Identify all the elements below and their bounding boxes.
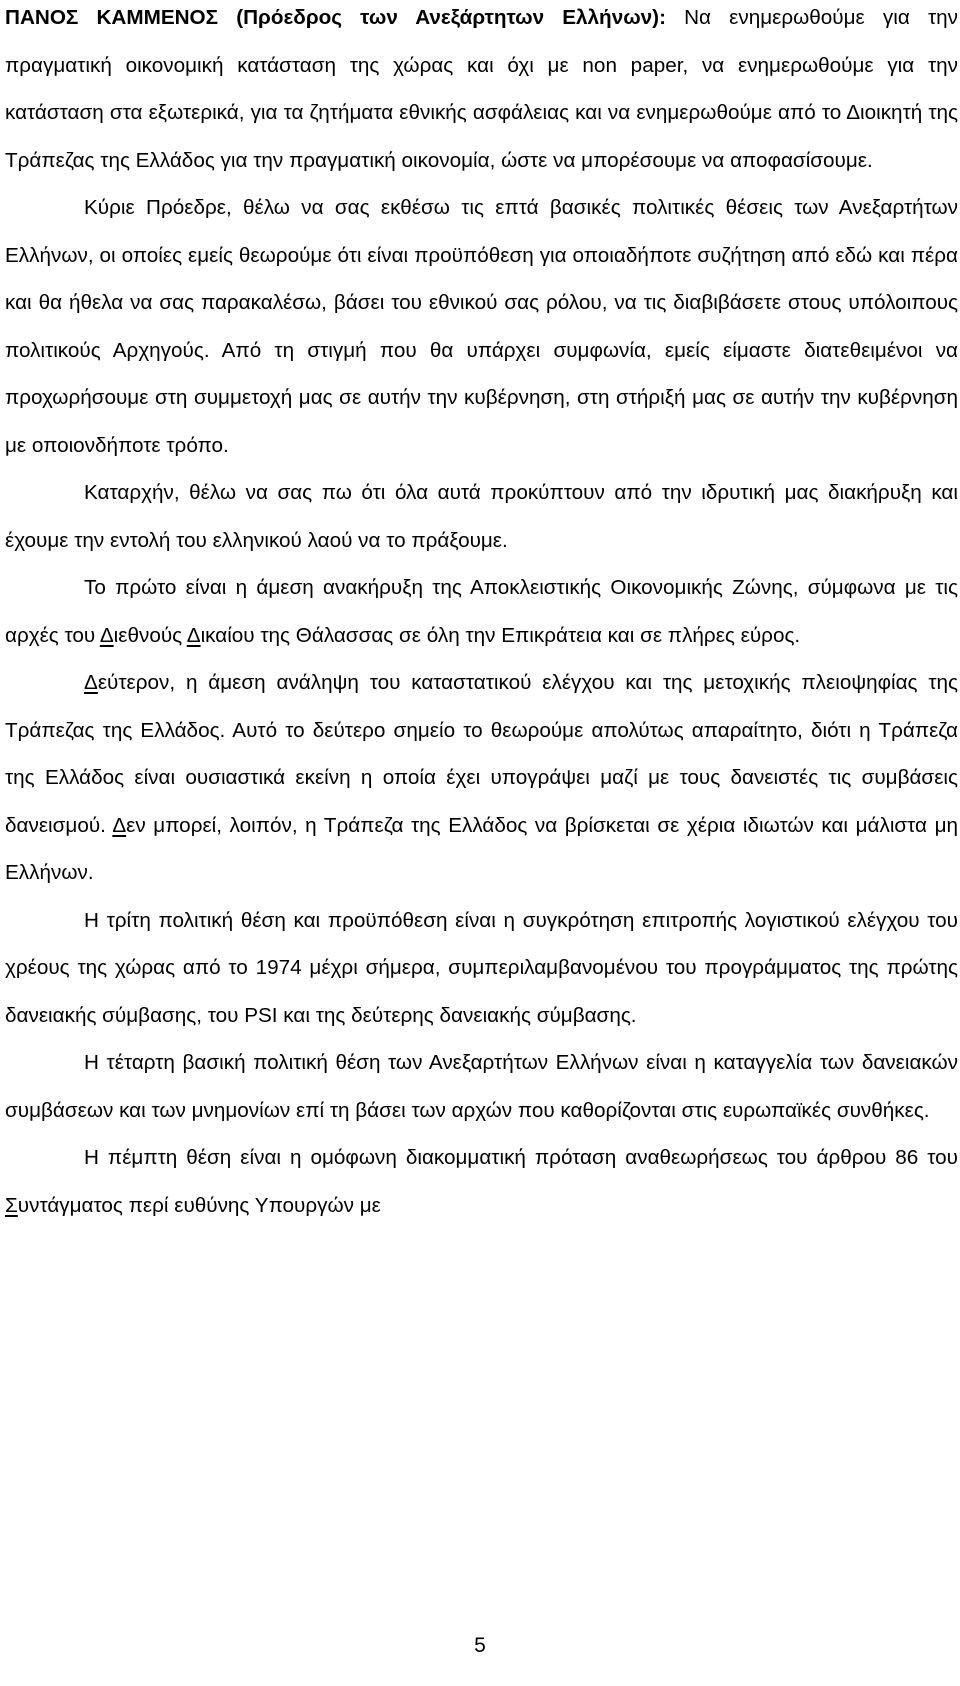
paragraph-text: υντάγματος περί ευθύνης Υπουργών με [17, 1193, 381, 1217]
paragraph-text: εν μπορεί, λοιπόν, η Τράπεζα της Ελλάδος να βρίσκεται σε χέρια ιδιωτών και μάλιστα μη Ελλήνων. [5, 813, 959, 884]
paragraph-text: Η τρίτη πολιτική θέση και προϋπόθεση είναι η συγκρότηση επιτροπής λογιστικού ελέγχου του χρέους της χώρας από το 1974 μέχρι σήμερα, συμπεριλαμβανομένου του προγράμματος της πρώτης δανειακής σύμβασης, του PSI και της δεύτερης δανειακής σύμβασης. [5, 908, 958, 1027]
speaker-name: ΠΑΝΟΣ ΚΑΜΜΕΝΟΣ (Πρόεδρος των Ανεξάρτητων Ελλήνων): [5, 6, 666, 29]
underlined-letter: Δ [99, 623, 114, 647]
paragraph-founding-declaration [5, 469, 958, 564]
paragraph-first-position [5, 564, 958, 659]
paragraph-text: Η πέμπτη θέση είναι η ομόφωνη διακομματική πρόταση αναθεωρήσεως του άρθρου 86 του [84, 1146, 958, 1169]
paragraph-text: ιεθνούς [113, 623, 187, 647]
underlined-letter: Δ [84, 671, 98, 694]
paragraph-text: Το πρώτο είναι η άμεση ανακήρυξη της Αποκλειστικής Οικονομικής Ζώνης, σύμφωνα με τις αρχές του [5, 576, 958, 647]
paragraph-fourth-position [5, 1039, 958, 1134]
paragraph-text: Καταρχήν, θέλω να σας πω ότι όλα αυτά προκύπτουν από την ιδρυτική μας διακήρυξη και έχουμε την εντολή του ελληνικού λαού να το πράξουμε. [5, 481, 958, 552]
underlined-letter: Δ [186, 623, 201, 647]
document-page [5, 0, 958, 1229]
paragraph-text: ικαίου της Θάλασσας σε όλη την Επικράτεια και σε πλήρες εύρος. [200, 623, 801, 647]
paragraph-seven-positions [5, 184, 958, 469]
paragraph-text: Να ενημερωθούμε για την πραγματική οικονομική κατάσταση της χώρας και όχι με non paper, να ενημερωθούμε για την κατάσταση στα εξωτερικά, για τα ζητήματα εθνικής ασφάλειας και να ενημερωθούμε από το Διοικητή της Τράπεζας της Ελλάδος για την πραγματική οικονομία, ώστε να μπορέσουμε να αποφασίσουμε. [5, 6, 958, 172]
underlined-letter: Σ [5, 1193, 18, 1217]
paragraph-text: εύτερον, η άμεση ανάληψη του καταστατικού ελέγχου και της μετοχικής πλειοψηφίας της Τράπεζας της Ελλάδος. Αυτό το δεύτερο σημείο το θεωρούμε απολύτως απαραίτητο, διότι η Τράπεζα της Ελλάδος είναι ουσιαστικά εκείνη η οποία έχει υπογράψει μαζί με τους δανειστές τις συμβάσεις δανεισμού. [5, 671, 958, 837]
paragraph-second-position [5, 659, 958, 897]
paragraph-third-position [5, 897, 958, 1040]
page-number: 5 [474, 1634, 486, 1657]
paragraph-fifth-position [5, 1134, 958, 1229]
paragraph-text: Η τέταρτη βασική πολιτική θέση των Ανεξαρτήτων Ελλήνων είναι η καταγγελία των δανειακών συμβάσεων και των μνημονίων επί τη βάσει των αρχών που καθορίζονται στις ευρωπαϊκές συνθήκες. [5, 1051, 958, 1122]
paragraph-text: Κύριε Πρόεδρε, θέλω να σας εκθέσω τις επτά βασικές πολιτικές θέσεις των Ανεξαρτήτων Ελλήνων, οι οποίες εμείς θεωρούμε ότι είναι προϋπόθεση για οποιαδήποτε συζήτηση από εδώ και πέρα και θα ήθελα να σας παρακαλέσω, βάσει του εθνικού σας ρόλου, να τις διαβιβάσετε στους υπόλοιπους πολιτικούς Αρχηγούς. Από τη στιγμή που θα υπάρχει συμφωνία, εμείς είμαστε διατεθειμένοι να προχωρήσουμε στη συμμετοχή μας σε αυτήν την κυβέρνηση, στη στήριξή μας σε αυτήν την κυβέρνηση με οποιονδήποτε τρόπο. [5, 196, 958, 457]
underlined-letter: Δ [112, 813, 127, 837]
paragraph-speaker-intro [5, 0, 958, 184]
